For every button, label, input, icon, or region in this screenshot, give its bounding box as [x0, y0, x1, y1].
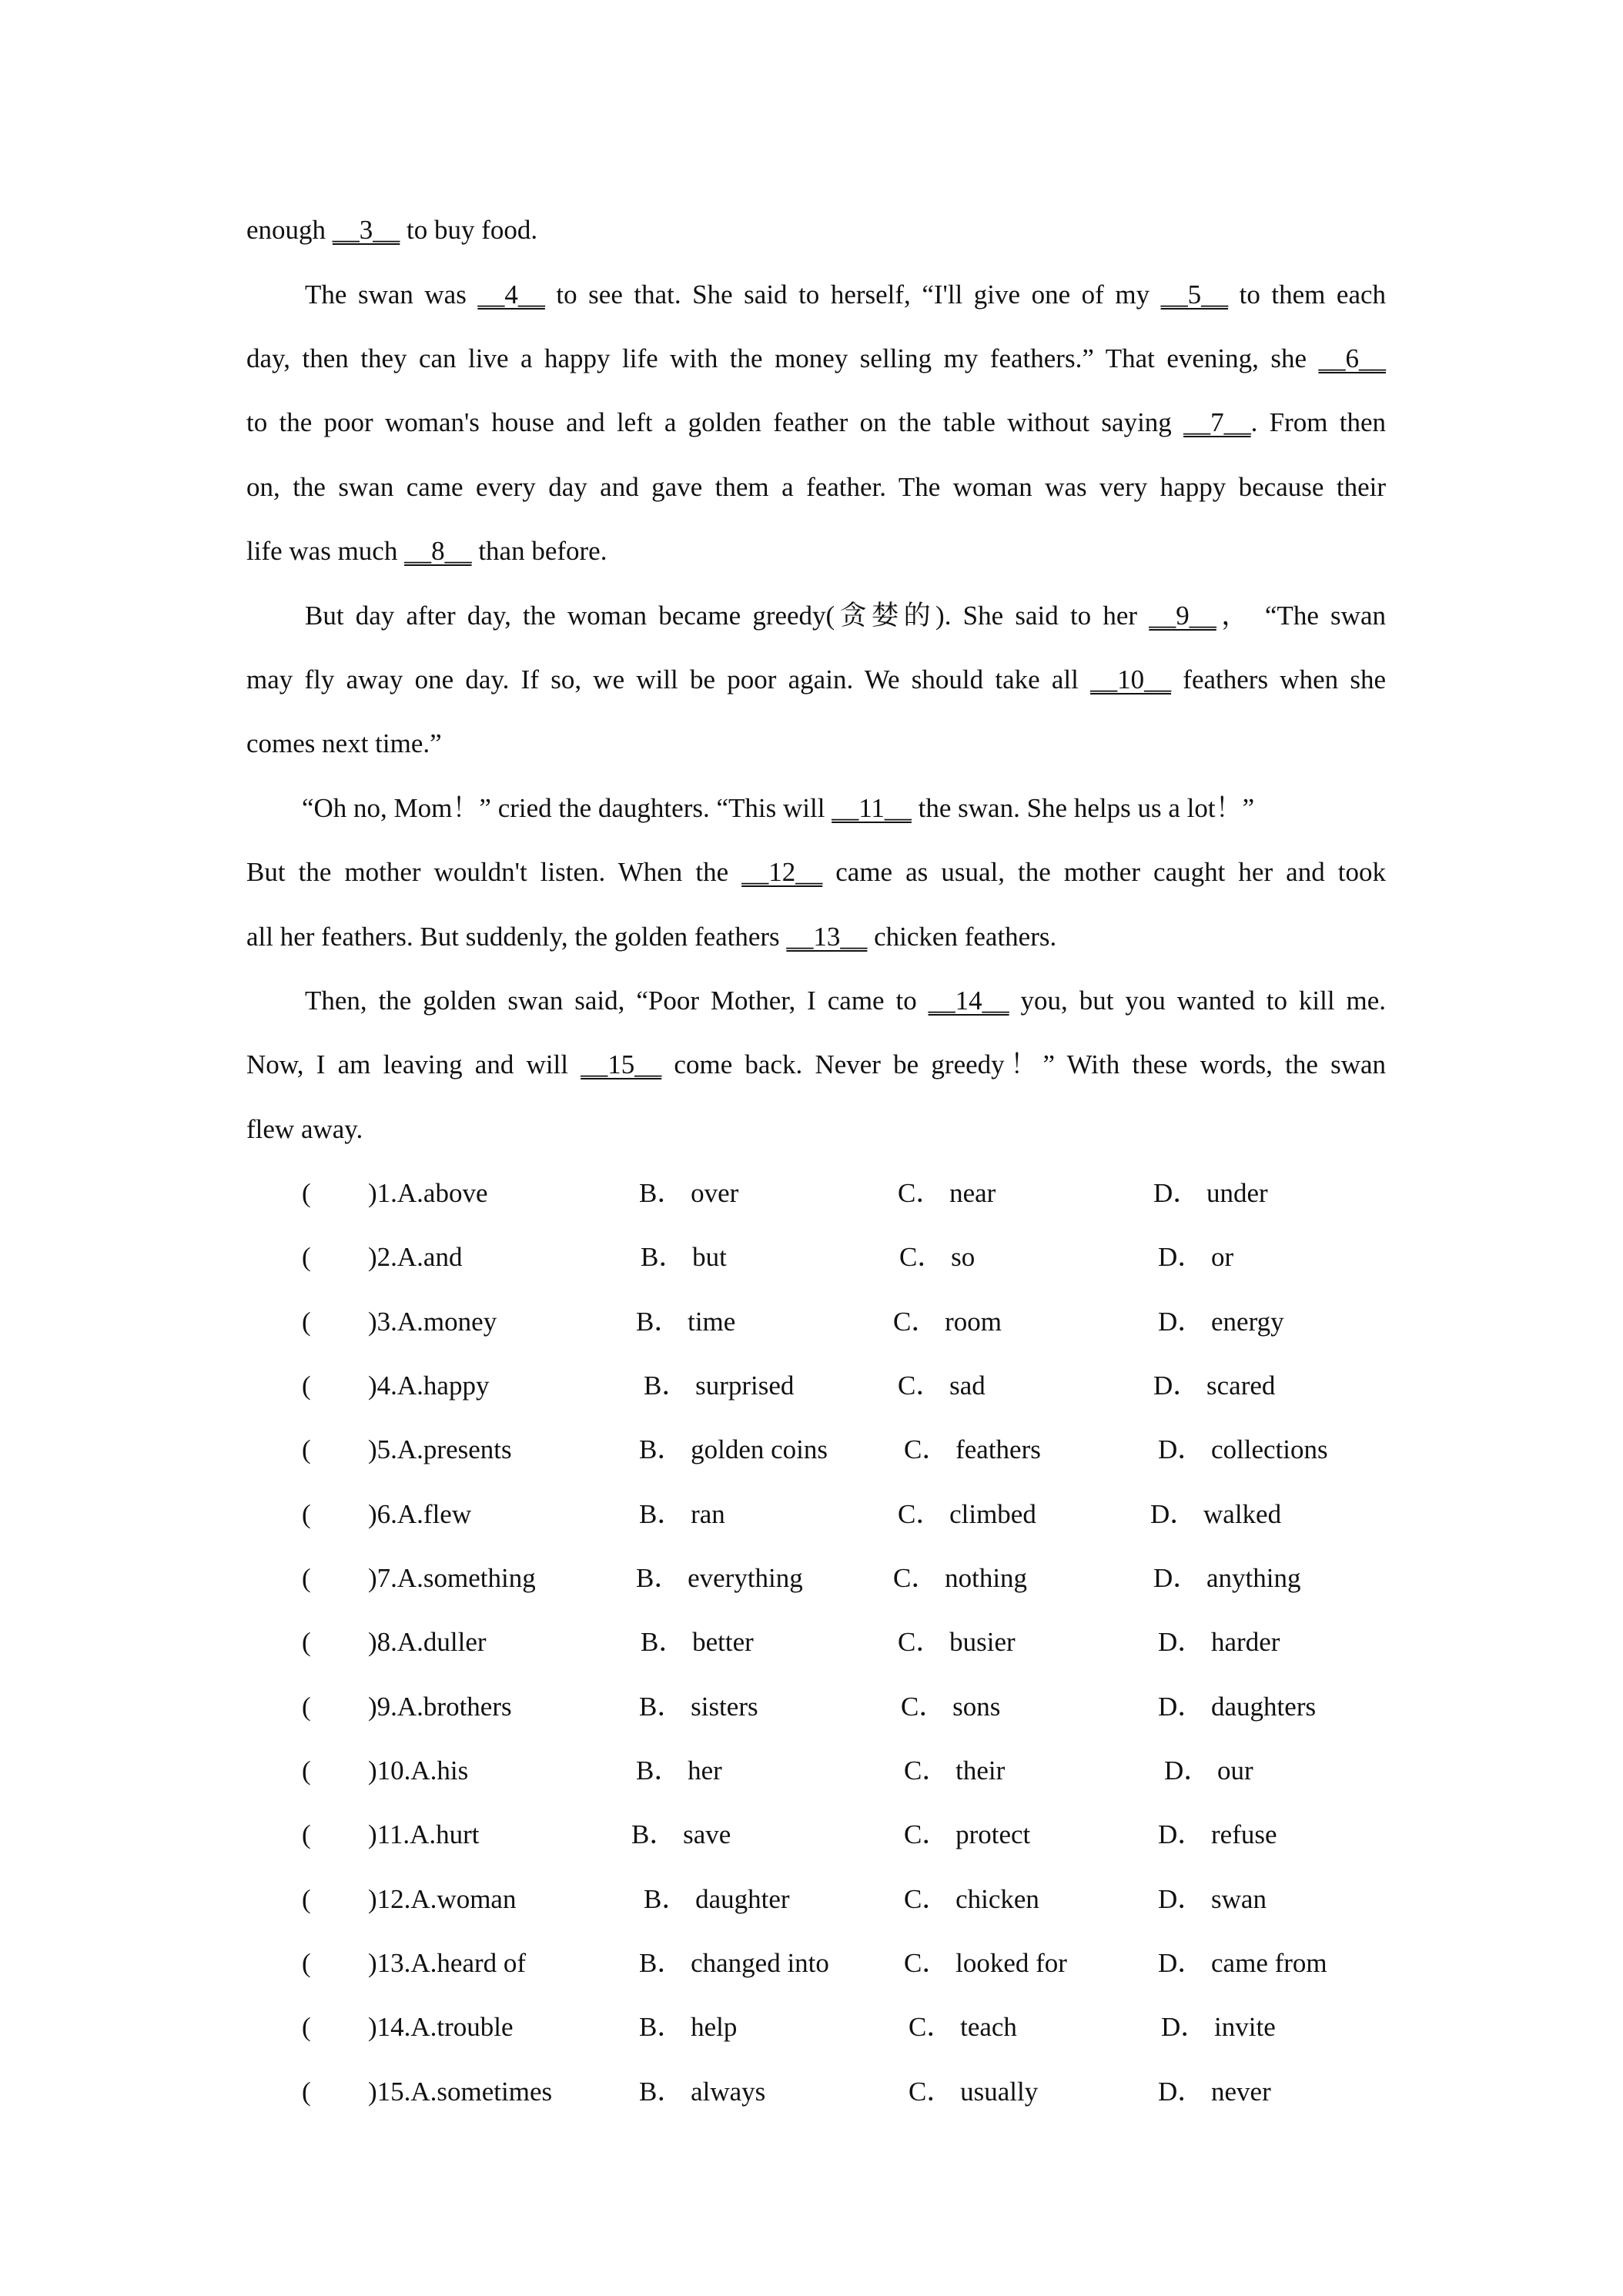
option-b: B． better: [641, 1627, 754, 1657]
blank-8: __8__: [404, 536, 472, 566]
blank-6: __6__: [1318, 343, 1386, 373]
option-a: )7.A.something: [368, 1563, 536, 1593]
answer-paren[interactable]: (: [302, 1563, 311, 1593]
passage-line-8: may fly away one day. If so, we will be poor again. We should take all __10__ feathers when she: [246, 664, 1386, 694]
passage-line-1: enough __3__ to buy food.: [246, 215, 538, 245]
answer-paren[interactable]: (: [302, 1434, 311, 1464]
blank-4: __4__: [477, 279, 545, 310]
option-c: C． room: [893, 1307, 1002, 1337]
option-d: D． our: [1164, 1755, 1253, 1786]
blank-5: __5__: [1160, 279, 1229, 310]
option-row-6: [0, 1498, 1623, 1531]
option-row-8: [0, 1625, 1623, 1659]
option-b: B． golden coins: [639, 1434, 828, 1464]
option-a: )6.A.flew: [368, 1499, 472, 1529]
passage-line-9: comes next time.”: [246, 728, 442, 758]
option-b: B． over: [639, 1178, 739, 1208]
option-c: C． feathers: [904, 1434, 1041, 1464]
answer-paren[interactable]: (: [302, 1371, 311, 1401]
option-b: B． everything: [636, 1563, 803, 1593]
option-d: D． came from: [1158, 1948, 1327, 1978]
answer-paren[interactable]: (: [302, 1627, 311, 1657]
passage-line-13: Then, the golden swan said, “Poor Mother, I came to __14__ you, but you wanted to kill me.: [305, 986, 1386, 1016]
option-c: C． chicken: [904, 1884, 1039, 1914]
passage-line-5: on, the swan came every day and gave them a feather. The woman was very happy because their: [246, 472, 1386, 502]
option-c: C． near: [898, 1178, 996, 1208]
option-c: C． usually: [909, 2077, 1039, 2107]
passage-line-6: life was much __8__ than before.: [246, 536, 607, 566]
option-a: )15.A.sometimes: [368, 2077, 553, 2107]
option-b: B． ran: [639, 1499, 725, 1529]
option-a: )13.A.heard of: [368, 1948, 527, 1978]
answer-paren[interactable]: (: [302, 1948, 311, 1978]
option-a: )14.A.trouble: [368, 2012, 514, 2042]
passage-line-4: to the poor woman's house and left a golden feather on the table without saying __7__. From then: [246, 407, 1386, 437]
option-b: B． save: [631, 1819, 731, 1849]
option-d: D． energy: [1158, 1307, 1284, 1337]
blank-7: __7__: [1183, 407, 1251, 437]
passage-line-14: Now, I am leaving and will __15__ come back. Never be greedy！” With these words, the swan: [246, 1049, 1387, 1079]
passage-line-12: all her feathers. But suddenly, the golden feathers __13__ chicken feathers.: [246, 922, 1057, 952]
option-b: B． changed into: [639, 1948, 829, 1978]
answer-paren[interactable]: (: [302, 1755, 311, 1786]
option-row-9: [0, 1690, 1623, 1724]
option-b: B． sisters: [639, 1692, 758, 1722]
option-row-12: [0, 1883, 1623, 1916]
blank-10: __10__: [1090, 664, 1172, 694]
option-c: C． looked for: [904, 1948, 1067, 1978]
option-c: C． sons: [901, 1692, 1001, 1722]
option-row-11: [0, 1818, 1623, 1852]
blank-13: __13__: [786, 922, 868, 952]
blank-3: __3__: [332, 215, 400, 245]
option-c: C． their: [904, 1755, 1006, 1786]
option-b: B． her: [636, 1755, 722, 1786]
option-d: D． invite: [1161, 2012, 1276, 2042]
option-row-15: [0, 2075, 1623, 2109]
option-row-10: [0, 1754, 1623, 1788]
blank-9: __9__: [1149, 601, 1216, 631]
option-a: )10.A.his: [368, 1755, 469, 1786]
option-a: )5.A.presents: [368, 1434, 512, 1464]
passage-line-10: “Oh no, Mom！” cried the daughters. “This will __11__ the swan. She helps us a lot！”: [302, 793, 1255, 823]
option-a: )1.A.above: [368, 1178, 488, 1208]
blank-15: __15__: [581, 1049, 662, 1079]
blank-12: __12__: [741, 857, 823, 887]
answer-paren[interactable]: (: [302, 1242, 311, 1272]
option-d: D． walked: [1150, 1499, 1282, 1529]
option-row-14: [0, 2010, 1623, 2044]
option-b: B． surprised: [644, 1371, 795, 1401]
option-c: C． busier: [898, 1627, 1016, 1657]
answer-paren[interactable]: (: [302, 1307, 311, 1337]
option-a: )2.A.and: [368, 1242, 463, 1272]
option-row-7: [0, 1561, 1623, 1595]
option-c: C． nothing: [893, 1563, 1028, 1593]
option-d: D． refuse: [1158, 1819, 1277, 1849]
answer-paren[interactable]: (: [302, 1178, 311, 1208]
option-a: )8.A.duller: [368, 1627, 487, 1657]
answer-paren[interactable]: (: [302, 2012, 311, 2042]
option-b: B． help: [639, 2012, 738, 2042]
option-d: D． harder: [1158, 1627, 1280, 1657]
option-d: D． swan: [1158, 1884, 1267, 1914]
answer-paren[interactable]: (: [302, 1884, 311, 1914]
option-row-1: [0, 1176, 1623, 1210]
answer-paren[interactable]: (: [302, 2077, 311, 2107]
option-a: )9.A.brothers: [368, 1692, 512, 1722]
answer-paren[interactable]: (: [302, 1499, 311, 1529]
option-c: C． protect: [904, 1819, 1031, 1849]
option-b: B． daughter: [644, 1884, 790, 1914]
answer-paren[interactable]: (: [302, 1692, 311, 1722]
option-c: C． so: [899, 1242, 975, 1272]
option-d: D． scared: [1153, 1371, 1276, 1401]
option-c: C． sad: [898, 1371, 986, 1401]
option-row-2: [0, 1240, 1623, 1274]
option-d: D． never: [1158, 2077, 1271, 2107]
passage-line-2: The swan was __4__ to see that. She said to herself, “I'll give one of my __5__ to them each: [305, 279, 1387, 310]
option-d: D． daughters: [1158, 1692, 1317, 1722]
passage-line-3: day, then they can live a happy life with the money selling my feathers.” That evening, she __6__: [246, 343, 1386, 373]
option-a: )4.A.happy: [368, 1371, 490, 1401]
option-b: B． always: [639, 2077, 766, 2107]
option-row-3: [0, 1305, 1623, 1339]
blank-14: __14__: [928, 986, 1009, 1016]
option-d: D． anything: [1153, 1563, 1301, 1593]
passage-line-15: flew away.: [246, 1114, 363, 1144]
option-row-5: [0, 1433, 1623, 1467]
option-row-4: [0, 1369, 1623, 1403]
option-d: D． or: [1158, 1242, 1234, 1272]
answer-paren[interactable]: (: [302, 1819, 311, 1849]
option-d: D． collections: [1158, 1434, 1328, 1464]
option-c: C． climbed: [898, 1499, 1036, 1529]
option-b: B． but: [641, 1242, 727, 1272]
passage-line-7: But day after day, the woman became greedy(贪婪的). She said to her __9__， “The swan: [305, 601, 1386, 631]
option-a: )11.A.hurt: [368, 1819, 480, 1849]
option-row-13: [0, 1946, 1623, 1980]
option-a: )3.A.money: [368, 1307, 497, 1337]
passage-line-11: But the mother wouldn't listen. When the __12__ came as usual, the mother caught her and took: [246, 857, 1386, 887]
blank-11: __11__: [832, 793, 912, 823]
option-a: )12.A.woman: [368, 1884, 517, 1914]
option-c: C． teach: [909, 2012, 1017, 2042]
option-b: B． time: [636, 1307, 736, 1337]
option-d: D． under: [1153, 1178, 1268, 1208]
